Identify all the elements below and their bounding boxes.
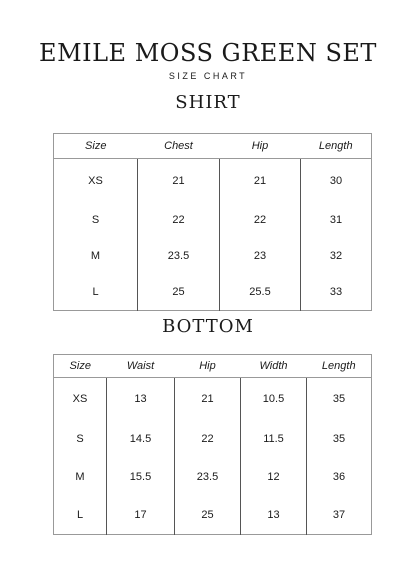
table-row bbox=[54, 202, 372, 238]
table-cell: 35 bbox=[307, 420, 372, 458]
table-cell: 25 bbox=[138, 274, 220, 311]
table-cell: 14.5 bbox=[107, 420, 175, 458]
table-cell: L bbox=[54, 496, 107, 535]
bottom-section-heading: BOTTOM bbox=[162, 316, 254, 337]
table-cell: 32 bbox=[301, 238, 372, 274]
table-cell: 23 bbox=[220, 238, 301, 274]
table-cell: 35 bbox=[307, 378, 372, 421]
column-header: Hip bbox=[175, 355, 241, 378]
table-row bbox=[54, 458, 372, 496]
table-cell: 30 bbox=[301, 159, 372, 203]
table-cell: 21 bbox=[220, 159, 301, 203]
table-row bbox=[54, 496, 372, 535]
table-cell: 22 bbox=[220, 202, 301, 238]
column-header: Width bbox=[241, 355, 307, 378]
table-cell: 22 bbox=[175, 420, 241, 458]
table-cell: XS bbox=[54, 159, 138, 203]
column-header: Chest bbox=[138, 134, 220, 159]
table-header-row bbox=[54, 134, 372, 159]
table-cell: 15.5 bbox=[107, 458, 175, 496]
table-cell: 12 bbox=[241, 458, 307, 496]
shirt-size-table bbox=[53, 133, 372, 311]
column-header: Hip bbox=[220, 134, 301, 159]
table-cell: M bbox=[54, 238, 138, 274]
table-cell: 22 bbox=[138, 202, 220, 238]
column-header: Waist bbox=[107, 355, 175, 378]
column-header: Length bbox=[301, 134, 372, 159]
table-cell: 21 bbox=[175, 378, 241, 421]
table-row bbox=[54, 420, 372, 458]
column-header: Size bbox=[54, 134, 138, 159]
table-cell: 25.5 bbox=[220, 274, 301, 311]
table-cell: 31 bbox=[301, 202, 372, 238]
table-cell: 36 bbox=[307, 458, 372, 496]
table-cell: S bbox=[54, 420, 107, 458]
table-cell: L bbox=[54, 274, 138, 311]
column-header: Size bbox=[54, 355, 107, 378]
table-cell: 13 bbox=[241, 496, 307, 535]
table-header-row bbox=[54, 355, 372, 378]
table-cell: XS bbox=[54, 378, 107, 421]
table-cell: 23.5 bbox=[138, 238, 220, 274]
table-cell: 23.5 bbox=[175, 458, 241, 496]
table-cell: S bbox=[54, 202, 138, 238]
table-cell: 10.5 bbox=[241, 378, 307, 421]
table-cell: 13 bbox=[107, 378, 175, 421]
table-row bbox=[54, 238, 372, 274]
column-header: Length bbox=[307, 355, 372, 378]
bottom-size-table bbox=[53, 354, 372, 535]
table-row bbox=[54, 159, 372, 203]
table-cell: 17 bbox=[107, 496, 175, 535]
table-cell: 25 bbox=[175, 496, 241, 535]
table-row bbox=[54, 378, 372, 421]
shirt-section-heading: SHIRT bbox=[175, 92, 241, 113]
table-cell: 11.5 bbox=[241, 420, 307, 458]
page-subtitle: SIZE CHART bbox=[168, 71, 248, 81]
table-cell: M bbox=[54, 458, 107, 496]
table-cell: 37 bbox=[307, 496, 372, 535]
page-title: EMILE MOSS GREEN SET bbox=[39, 39, 377, 67]
table-cell: 21 bbox=[138, 159, 220, 203]
table-cell: 33 bbox=[301, 274, 372, 311]
table-row bbox=[54, 274, 372, 311]
